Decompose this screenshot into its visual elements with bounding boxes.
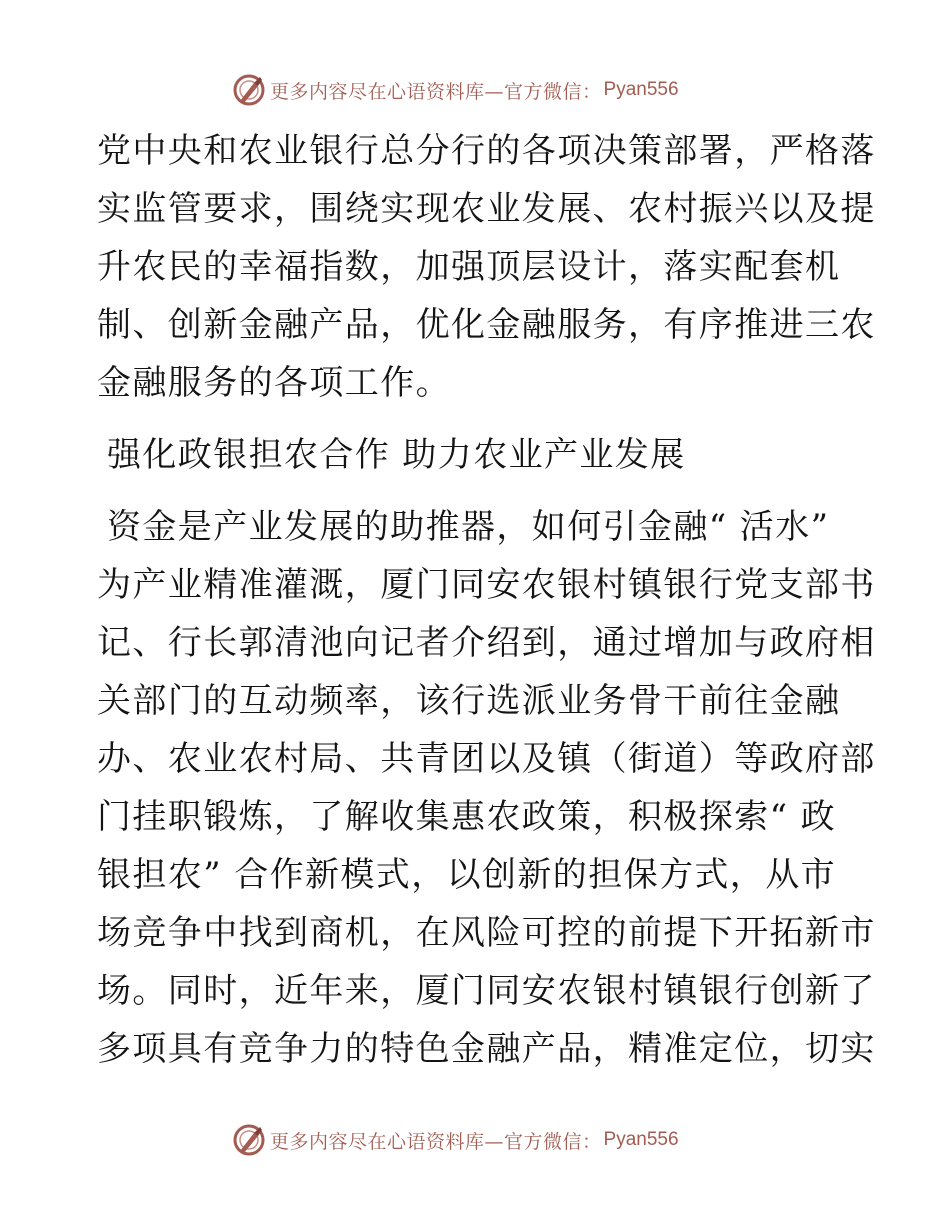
paragraph-1-line: 党中央和农业银行总分行的各项决策部署，严格落 <box>97 131 876 171</box>
paragraph-1-line: 金融服务的各项工作。 <box>97 363 451 403</box>
watermark-account: Pyan556 <box>603 1129 679 1150</box>
watermark-text: 更多内容尽在心语资料库—官方微信： <box>270 1130 602 1153</box>
article-body <box>97 122 876 1078</box>
paragraph-2-line: 银担农” 合作新模式，以创新的担保方式，从市 <box>97 855 836 895</box>
paragraph-2-line: 关部门的互动频率，该行选派业务骨干前往金融 <box>97 681 841 721</box>
watermark-account: Pyan556 <box>603 79 679 100</box>
paragraph-2-line: 为产业精准灌溉，厦门同安农银村镇银行党支部书 <box>97 565 876 605</box>
paragraph-2-line: 场。同时，近年来，厦门同安农银村镇银行创新了 <box>97 971 876 1011</box>
section-heading: 强化政银担农合作 助力农业产业发展 <box>107 435 686 475</box>
paragraph-2-line: 门挂职锻炼，了解收集惠农政策，积极探索“ 政 <box>97 797 836 837</box>
paragraph-2-line: 记、行长郭清池向记者介绍到，通过增加与政府相 <box>97 623 876 663</box>
paragraph-2-line: 办、农业农村局、共青团以及镇（街道）等政府部 <box>97 739 876 779</box>
watermark-text: 更多内容尽在心语资料库—官方微信： <box>270 80 602 103</box>
paragraph-2-line: 资金是产业发展的助推器，如何引金融“ 活水” <box>107 507 830 547</box>
header-watermark <box>0 70 950 110</box>
footer-watermark <box>0 1120 950 1160</box>
quill-pen-logo-icon <box>232 73 266 107</box>
paragraph-1-line: 实监管要求，围绕实现农业发展、农村振兴以及提 <box>97 189 876 229</box>
paragraph-2-line: 场竞争中找到商机，在风险可控的前提下开拓新市 <box>97 913 876 953</box>
paragraph-1-line: 升农民的幸福指数，加强顶层设计，落实配套机 <box>97 247 841 287</box>
paragraph-1-line: 制、创新金融产品，优化金融服务，有序推进三农 <box>97 305 876 345</box>
quill-pen-logo-icon <box>232 1123 266 1157</box>
paragraph-2-line: 多项具有竞争力的特色金融产品，精准定位，切实 <box>97 1029 876 1069</box>
